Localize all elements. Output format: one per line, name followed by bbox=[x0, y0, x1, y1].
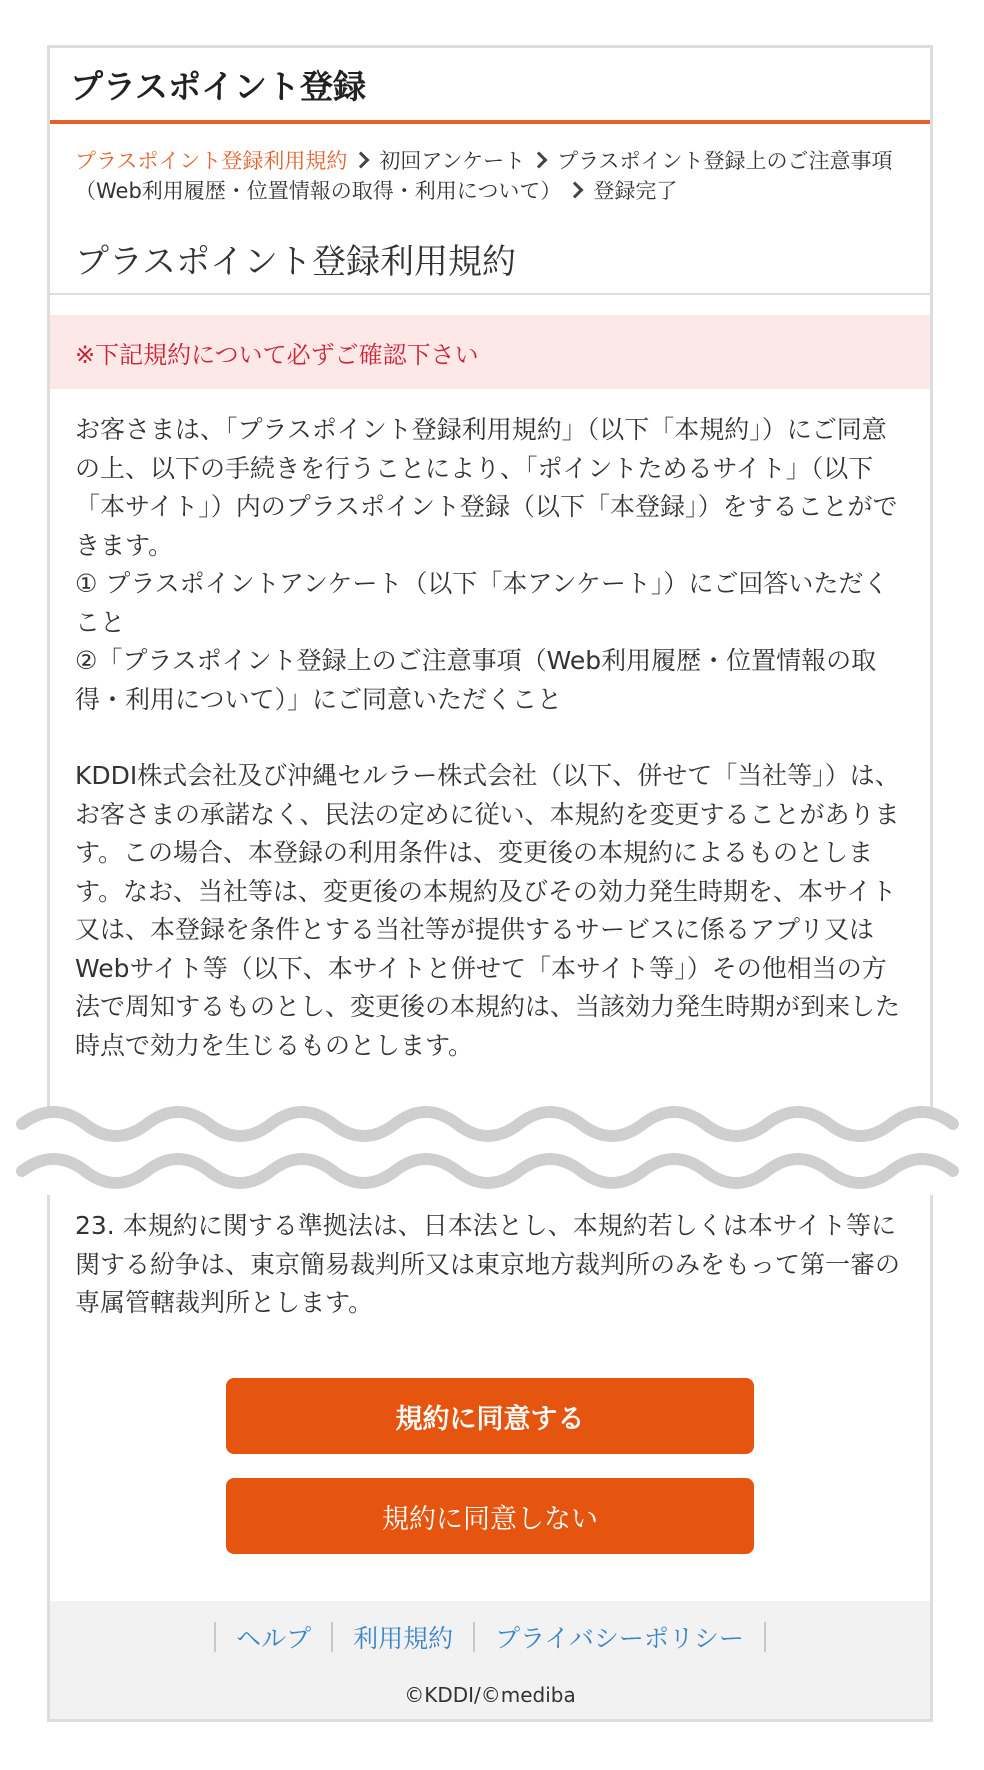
terms-change-clause: KDDI株式会社及び沖縄セルラー株式会社（以下、併せて「当社等」）は、お客さまの承諾なく、民法の定めに従い、本規約を変更することがあります。この場合、本登録の利用条件は、変更後の本規約によるものとします。なお、当社等は、変更後の本規約及びその効力発生時期を、本サイト又は、本登録を条件とする当社等が提供するサービスに係るアプリ又はWebサイト等（以下、本サイトと併せて「本サイト等」）その他相当の方法で周知するものとし、変更後の本規約は、当該効力発生時期が到来した時点で効力を生じるものとします。 bbox=[75, 761, 901, 1060]
chevron-right-icon bbox=[567, 182, 584, 199]
copyright: ©KDDI/©mediba bbox=[404, 1683, 576, 1707]
confirm-notice: ※下記規約について必ずご確認下さい bbox=[50, 315, 930, 389]
section-title: プラスポイント登録利用規約 bbox=[50, 234, 930, 295]
footer-links bbox=[50, 1601, 930, 1655]
terms-item-1: ① プラスポイントアンケート（以下「本アンケート」）にご回答いただくこと bbox=[75, 569, 889, 637]
agree-button[interactable]: 規約に同意する bbox=[226, 1378, 754, 1454]
footer-divider bbox=[764, 1622, 766, 1652]
breadcrumb-step-survey: 初回アンケート bbox=[379, 149, 526, 173]
terms-panel-top bbox=[47, 45, 933, 1112]
page-title: プラスポイント登録 bbox=[70, 66, 367, 106]
terms-article-23: 23. 本規約に関する準拠法は、日本法とし、本規約若しくは本サイト等に関する紛争は、東京簡易裁判所又は東京地方裁判所のみをもって第一審の専属管轄裁判所とします。 bbox=[75, 1211, 901, 1317]
terms-link[interactable]: 利用規約 bbox=[353, 1624, 454, 1653]
terms-item-2: ②「プラスポイント登録上のご注意事項（Web利用履歴・位置情報の取得・利用について）」にご同意いただくこと bbox=[75, 646, 877, 714]
terms-panel-bottom bbox=[47, 1195, 933, 1722]
breadcrumb-step-terms: プラスポイント登録利用規約 bbox=[75, 149, 348, 173]
chevron-right-icon bbox=[531, 152, 548, 169]
help-link[interactable]: ヘルプ bbox=[236, 1624, 312, 1653]
disagree-button[interactable]: 規約に同意しない bbox=[226, 1478, 754, 1554]
breadcrumb-step-complete: 登録完了 bbox=[593, 179, 678, 203]
privacy-policy-link[interactable]: プライバシーポリシー bbox=[495, 1624, 744, 1653]
terms-body bbox=[50, 389, 930, 1065]
wave-divider-top bbox=[0, 1090, 984, 1150]
page-header bbox=[50, 48, 930, 124]
breadcrumb bbox=[50, 124, 930, 206]
chevron-right-icon bbox=[353, 152, 370, 169]
terms-intro: お客さまは、「プラスポイント登録利用規約」（以下「本規約」）にご同意の上、以下の手続きを行うことにより、「ポイントためるサイト」（以下「本サイト」）内のプラスポイント登録（以下「本登録」）をすることができます。 bbox=[75, 415, 898, 560]
breadcrumb-step-notes: プラスポイント登録上のご注意事項（Web利用履歴・位置情報の取得・利用について） bbox=[75, 149, 893, 203]
footer bbox=[50, 1601, 930, 1719]
